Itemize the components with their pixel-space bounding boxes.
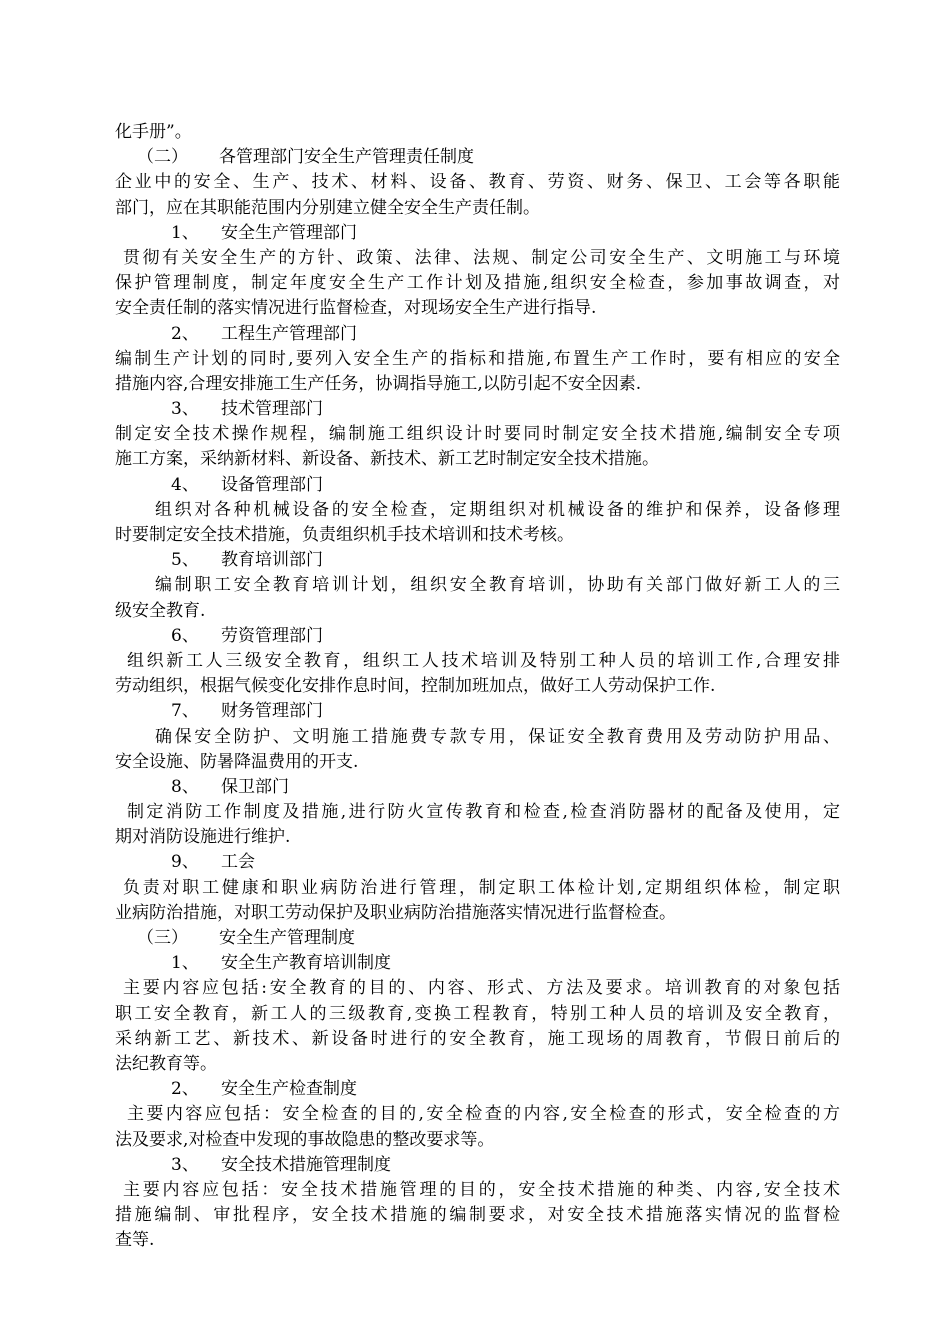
text-line: 负责对职工健康和职业病防治进行管理，制定职工体检计划,定期组织体检，制定职 (123, 877, 840, 898)
text-line: 主要内容应包括：安全检查的目的,安全检查的内容,安全检查的形式，安全检查的方 (127, 1104, 840, 1125)
text-line: 时要制定安全技术措施，负责组织机手技术培训和技术考核。 (115, 525, 574, 545)
department-heading-5 (115, 548, 840, 573)
text-line: 安全责任制的落实情况进行监督检查，对现场安全生产进行指导. (115, 298, 597, 319)
item-title: 安全生产管理部门 (221, 222, 357, 243)
department-heading-9 (115, 850, 840, 875)
item-number: 3、 (171, 399, 199, 420)
text-line: 业病防治措施，对职工劳动保护及职业病防治措施落实情况进行监督检查。 (115, 902, 676, 923)
department-heading-1 (115, 221, 840, 246)
system-heading-3 (115, 1153, 840, 1178)
item-title: 安全生产教育培训制度 (221, 953, 391, 974)
text-line: 措施内容,合理安排施工生产任务，协调指导施工,以防引起不安全因素. (115, 373, 642, 394)
text-line: 保护管理制度，制定年度安全生产工作计划及措施,组织安全检查，参加事故调查，对 (115, 273, 840, 294)
item-title: 工会 (221, 852, 255, 873)
text-line: 职工安全教育，新工人的三级教育,变换工程教育，特别工种人员的培训及安全教育， (115, 1003, 840, 1024)
department-heading-8 (115, 775, 840, 800)
text-line: 编制职工安全教育培训计划，组织安全教育培训，协助有关部门做好新工人的三 (155, 575, 840, 596)
item-number: 2、 (171, 1079, 199, 1100)
item-number: 6、 (171, 625, 199, 646)
text-line: 措施编制、审批程序，安全技术措施的编制要求，对安全技术措施落实情况的监督检 (115, 1205, 840, 1226)
item-number: 8、 (171, 776, 199, 797)
section-number: （三） (137, 928, 188, 948)
text-line: 法纪教育等。 (115, 1053, 217, 1074)
text-line: 期对消防设施进行维护. (115, 827, 291, 848)
item-title: 工程生产管理部门 (221, 323, 357, 344)
text-line: 化手册”。 (115, 122, 192, 142)
department-heading-2 (115, 322, 840, 347)
item-number: 7、 (171, 701, 199, 722)
text-line: 制定消防工作制度及措施,进行防火宣传教育和检查,检查消防器材的配备及使用，定 (127, 802, 840, 823)
text-line: 企业中的安全、生产、技术、材料、设备、教育、劳资、财务、保卫、工会等各职能 (115, 172, 840, 193)
item-title: 保卫部门 (221, 776, 289, 797)
item-title: 劳资管理部门 (221, 625, 323, 646)
text-line: 编制生产计划的同时,要列入安全生产的指标和措施,布置生产工作时，要有相应的安全 (115, 348, 840, 369)
item-number: 1、 (171, 953, 199, 974)
text-line: 组织新工人三级安全教育，组织工人技术培训及特别工种人员的培训工作,合理安排 (127, 650, 840, 671)
text-line: 主要内容应包括:安全教育的目的、内容、形式、方法及要求。培训教育的对象包括 (123, 978, 840, 999)
item-title: 教育培训部门 (221, 550, 323, 571)
text-line: 劳动组织，根据气候变化安排作息时间，控制加班加点，做好工人劳动保护工作. (115, 676, 716, 697)
item-number: 2、 (171, 323, 199, 344)
text-line: 部门，应在其职能范围内分别建立健全安全生产责任制。 (115, 197, 540, 218)
item-title: 安全生产检查制度 (221, 1079, 357, 1100)
item-number: 3、 (171, 1154, 199, 1175)
item-title: 安全技术措施管理制度 (221, 1154, 391, 1175)
text-line: 采纳新工艺、新技术、新设备时进行的安全教育，施工现场的周教育，节假日前后的 (115, 1028, 840, 1049)
item-number: 9、 (171, 852, 199, 873)
text-line: 确保安全防护、文明施工措施费专款专用，保证安全教育费用及劳动防护用品、 (155, 726, 840, 747)
section-title: 安全生产管理制度 (219, 928, 355, 948)
item-number: 4、 (171, 474, 199, 495)
text-line: 级安全教育. (115, 600, 206, 621)
item-title: 设备管理部门 (221, 474, 323, 495)
section-heading-3 (115, 926, 840, 951)
text-line: 法及要求,对检查中发现的事故隐患的整改要求等。 (115, 1129, 495, 1150)
system-heading-2 (115, 1077, 840, 1102)
text-line: 安全设施、防暑降温费用的开支. (115, 751, 359, 772)
text-line: 制定安全技术操作规程，编制施工组织设计时要同时制定安全技术措施,编制安全专项 (115, 424, 840, 445)
department-heading-3 (115, 397, 840, 422)
item-number: 5、 (171, 550, 199, 571)
item-number: 1、 (171, 222, 199, 243)
text-line: 贯彻有关安全生产的方针、政策、法律、法规、制定公司安全生产、文明施工与环境 (123, 247, 840, 268)
department-heading-7 (115, 699, 840, 724)
item-title: 财务管理部门 (221, 701, 323, 722)
text-line: 查等. (115, 1230, 155, 1251)
section-heading-2 (115, 145, 840, 170)
section-title: 各管理部门安全生产管理责任制度 (219, 147, 474, 168)
item-title: 技术管理部门 (221, 399, 323, 420)
text-line: 施工方案，采纳新材料、新设备、新技术、新工艺时制定安全技术措施。 (115, 449, 659, 470)
department-heading-4 (115, 473, 840, 498)
text-line: 主要内容应包括：安全技术措施管理的目的，安全技术措施的种类、内容,安全技术 (123, 1179, 840, 1200)
system-heading-1 (115, 951, 840, 976)
text-line: 组织对各种机械设备的安全检查，定期组织对机械设备的维护和保养，设备修理 (155, 499, 840, 520)
department-heading-6 (115, 624, 840, 649)
section-number: （二） (137, 147, 188, 168)
document-page (115, 120, 840, 1253)
